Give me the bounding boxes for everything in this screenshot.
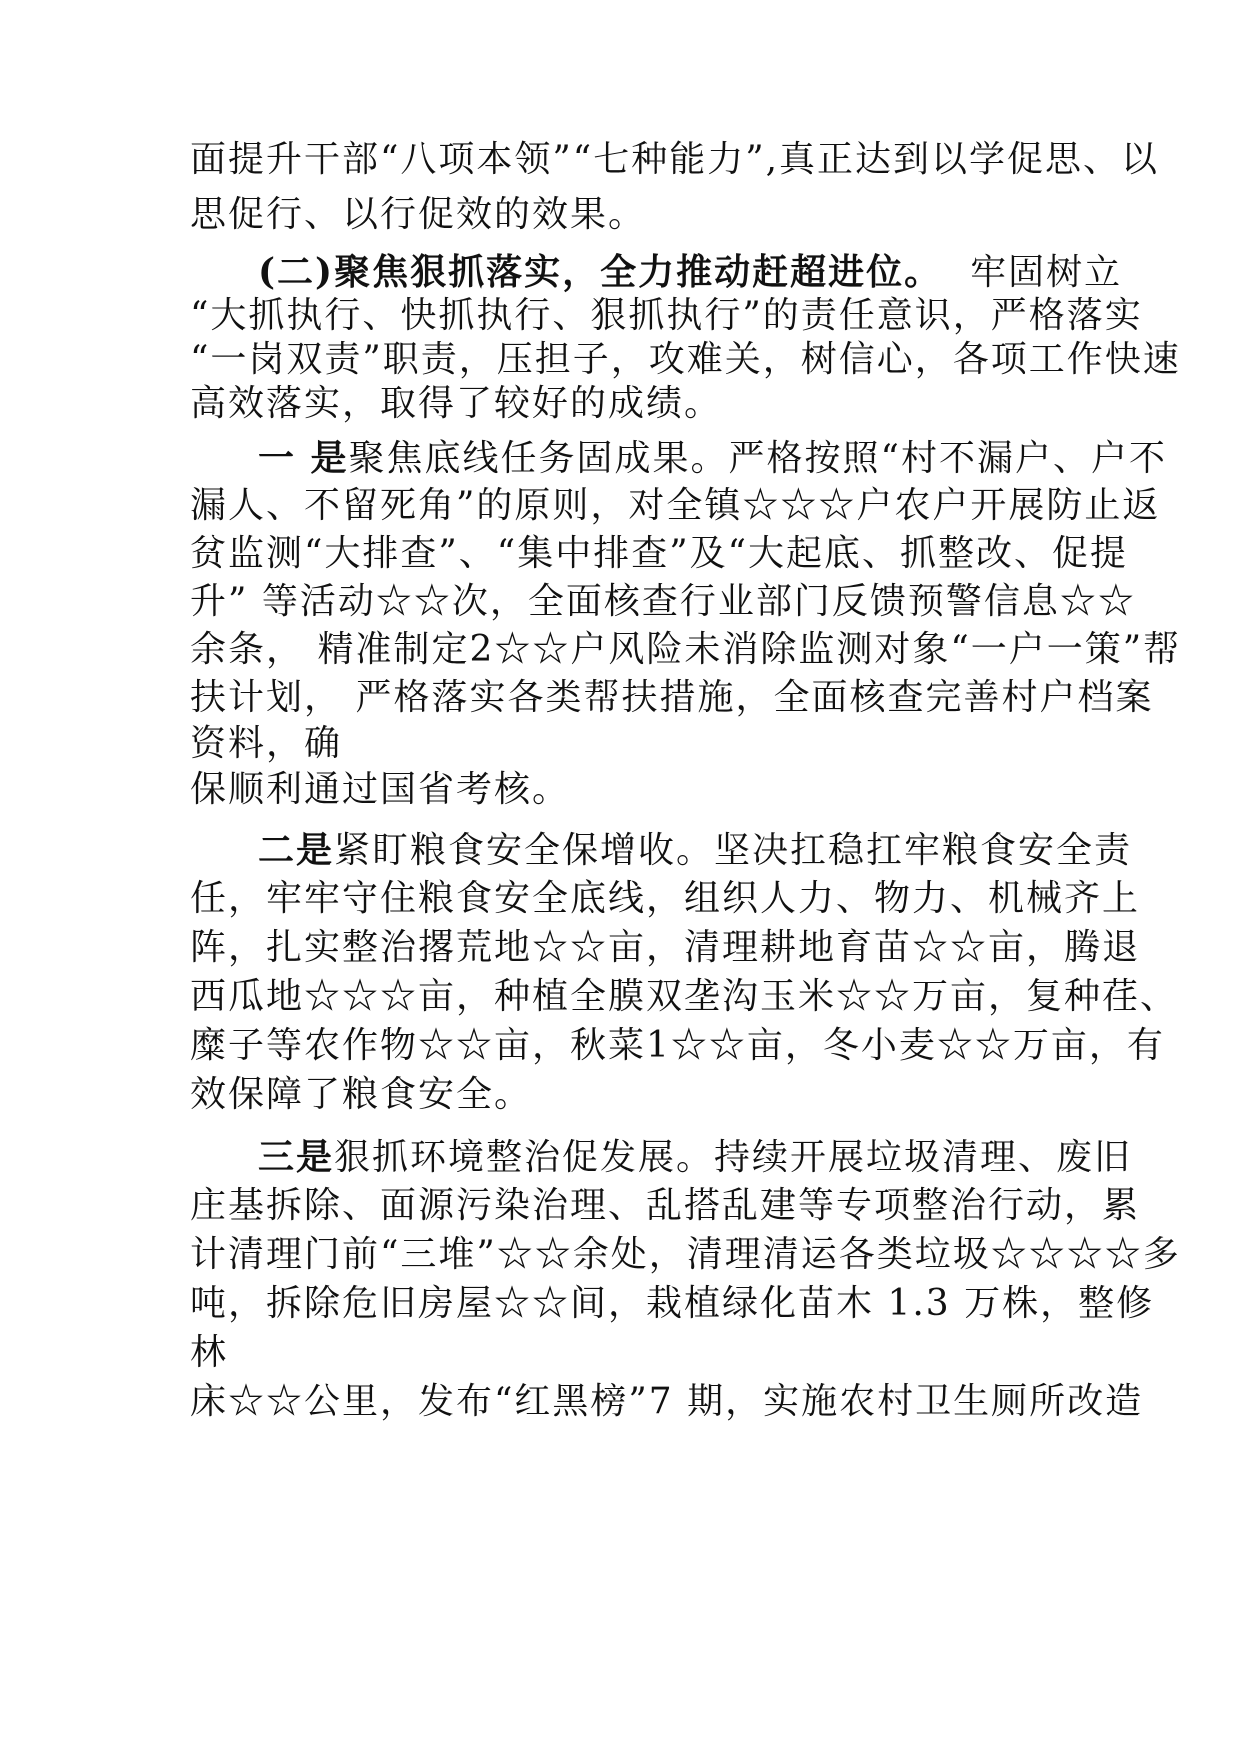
- text-line: 效保障了粮食安全。: [190, 1074, 533, 1115]
- paragraph-first-line: [258, 828, 1133, 873]
- text-run: 狠抓环境整治促发展。持续开展垃圾清理、废旧: [334, 1137, 1133, 1178]
- text-line: “大抓执行、快抓执行、狠抓执行”的责任意识，严格落实: [190, 295, 1143, 336]
- text-line: 吨，拆除危旧房屋☆☆间，栽植绿化苗木 1.3 万株，整修: [190, 1283, 1155, 1324]
- text-line: 保顺利通过国省考核。: [190, 769, 571, 810]
- paragraph-first-line: [258, 1135, 1133, 1180]
- section-heading-line: [258, 250, 1123, 295]
- paragraph-first-line: [258, 436, 1167, 481]
- text-line: 漏人、不留死角”的原则，对全镇☆☆☆户农户开展防止返: [190, 485, 1161, 526]
- text-line: 庄基拆除、面源污染治理、乱搭乱建等专项整治行动，累: [190, 1185, 1141, 1226]
- text-line: 林: [190, 1332, 229, 1373]
- text-line: 升” 等活动☆☆次，全面核查行业部门反馈预警信息☆☆: [190, 581, 1136, 622]
- text-line: 高效落实，取得了较好的成绩。: [190, 383, 723, 424]
- item-label: 二是: [258, 829, 335, 871]
- text-line: 糜子等农作物☆☆亩，秋菜1☆☆亩，冬小麦☆☆万亩，有: [190, 1025, 1165, 1066]
- text-line: 西瓜地☆☆☆亩，种植全膜双垄沟玉米☆☆万亩，复种荏、: [190, 976, 1179, 1017]
- text-line: 思促行、以行促效的效果。: [190, 194, 647, 235]
- text-line: “一岗双责”职责，压担子，攻难关，树信心，各项工作快速: [190, 339, 1181, 380]
- text-line: 面提升干部“八项本领”“七种能力”,真正达到以学促思、以: [190, 139, 1160, 180]
- section-heading: (二)聚焦狠抓落实，全力推动赶超进位。: [258, 251, 943, 293]
- text-line: 任，牢牢守住粮食安全底线，组织人力、物力、机械齐上: [190, 878, 1141, 919]
- text-run: 聚焦底线任务固成果。严格按照“村不漏户、户不: [348, 438, 1167, 479]
- text-run: 牢固树立: [970, 252, 1123, 293]
- text-line: 计清理门前“三堆”☆☆余处，清理清运各类垃圾☆☆☆☆多: [190, 1234, 1181, 1275]
- text-line: 贫监测“大排查”、“集中排查”及“大起底、抓整改、促提: [190, 533, 1129, 574]
- item-label: 三是: [258, 1136, 335, 1178]
- text-line: 资料，确: [190, 723, 343, 764]
- text-line: 阵，扎实整治撂荒地☆☆亩，清理耕地育苗☆☆亩，腾退: [190, 927, 1141, 968]
- item-label: 一 是: [258, 437, 349, 479]
- text-run: 紧盯粮食安全保增收。坚决扛稳扛牢粮食安全责: [334, 830, 1133, 871]
- text-line: 余条， 精准制定2☆☆户风险未消除监测对象“一户一策”帮: [190, 629, 1182, 670]
- text-line: 扶计划， 严格落实各类帮扶措施，全面核查完善村户档案: [190, 677, 1154, 718]
- text-line: 床☆☆公里，发布“红黑榜”7 期，实施农村卫生厕所改造: [190, 1381, 1144, 1422]
